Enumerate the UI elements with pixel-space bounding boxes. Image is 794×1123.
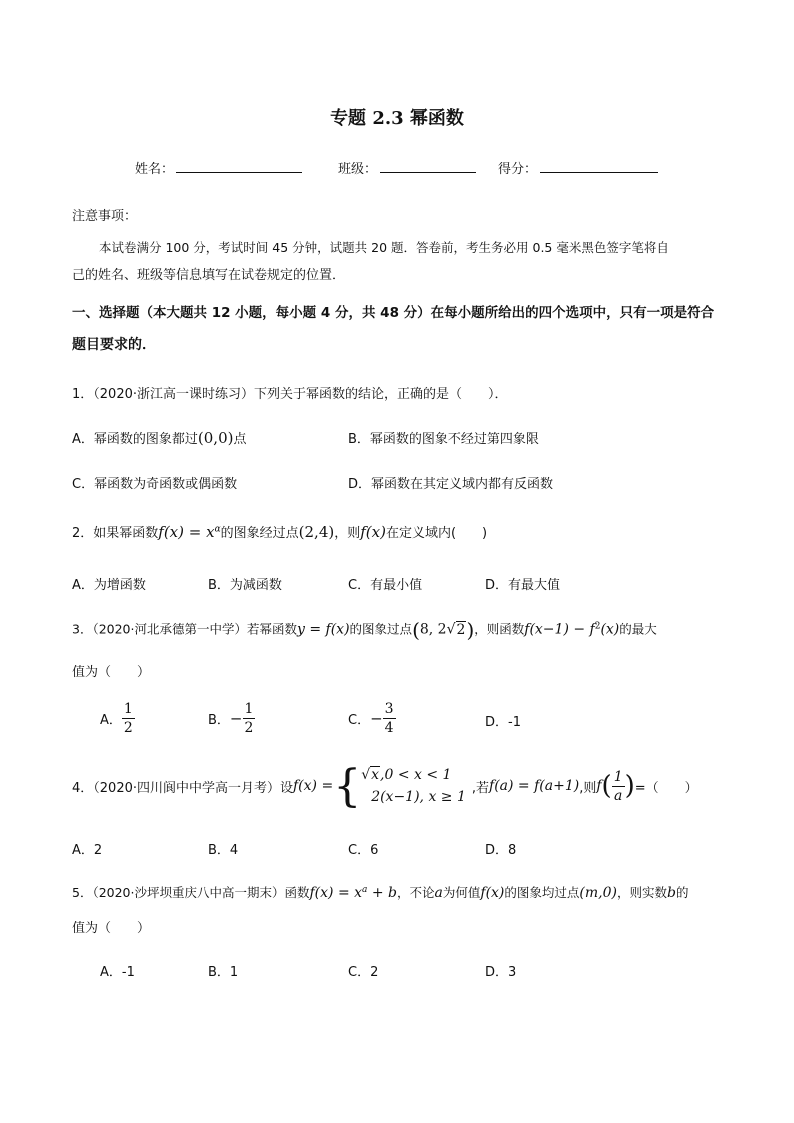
q4-paren-close: ): [624, 771, 635, 801]
q3-sq: 2: [594, 621, 601, 632]
q5-mid4: ，则实数: [616, 885, 667, 900]
q2-mid2: ，则: [334, 526, 361, 541]
q5-func: f(x) = x: [309, 885, 363, 901]
q2-option-a: A．为增函数: [72, 578, 146, 593]
q3-option-a-fraction: [122, 700, 135, 737]
q5-exp: a: [362, 884, 368, 895]
q3-stem-line-2: 值为（ ）: [72, 665, 151, 680]
notes-line-2: 己的姓名、班级等信息填写在试卷规定的位置．: [72, 268, 346, 283]
q5-stem-line-2: 值为（ ）: [72, 921, 151, 936]
q2-point: (2,4): [298, 523, 335, 541]
q1-stem: 1．（2020·浙江高一课时练习）下列关于幂函数的结论，正确的是（ ）．: [72, 387, 508, 402]
q5-stem: [72, 883, 688, 901]
q3-option-c: [348, 700, 396, 737]
q4-f: f: [596, 778, 602, 794]
class-field[interactable]: [380, 158, 476, 173]
fraction-denominator: a: [613, 787, 623, 804]
q5-post: 的: [675, 885, 689, 900]
q5-point: (m,0): [579, 885, 617, 901]
q4-pre: 4．（2020·四川阆中中学高一月考）设: [72, 780, 293, 796]
fraction-denominator: 2: [123, 720, 133, 736]
q2-mid: 的图象经过点: [220, 526, 299, 541]
q4-option-b: B．4: [208, 843, 239, 858]
q5-fx: f(x): [480, 885, 505, 901]
q5-pre: 5．（2020·沙坪坝重庆八中高一期末）函数: [72, 885, 310, 900]
page-title: 专题 2.3 幂函数: [330, 108, 464, 129]
q2-option-d: D．有最大值: [485, 578, 561, 593]
q4-cases: [361, 764, 466, 808]
q5-b: b: [667, 885, 676, 901]
q4-eq: f(a) = f(a+1): [489, 778, 580, 794]
q4-fx: f(x) =: [293, 778, 334, 794]
q2-fx: f(x): [360, 523, 386, 541]
q3-option-d: D．-1: [485, 715, 521, 730]
q1-option-d: D．幂函数在其定义域内都有反函数: [348, 477, 554, 492]
q2-option-c: C．有最小值: [348, 578, 423, 593]
q5-option-a: A．-1: [100, 965, 135, 980]
q5-option-d: D．3: [485, 965, 517, 980]
q4-paren-open: (: [601, 771, 612, 801]
class-label: 班级：: [338, 162, 378, 177]
q5-option-b: B．1: [208, 965, 239, 980]
q4-fraction: [612, 768, 625, 805]
q3-option-b-sign: −: [229, 709, 243, 728]
q3-pre: 3．（2020·河北承德第一中学）若幂函数: [72, 621, 297, 637]
q5-option-c: C．2: [348, 965, 379, 980]
sqrt-icon: √: [446, 621, 456, 638]
q4-case-1: [361, 764, 466, 786]
q4-mid: ,若: [471, 780, 490, 796]
q3-stem: [72, 618, 657, 642]
name-field[interactable]: [176, 158, 302, 173]
sqrt-icon: √: [361, 767, 371, 783]
fraction-denominator: 4: [384, 720, 394, 736]
q1-option-b: B．幂函数的图象不经过第四象限: [348, 432, 539, 447]
q3-option-b: [208, 700, 255, 737]
q3-point: 8, 2: [419, 621, 447, 638]
q3-mid2: ，则函数: [474, 621, 525, 637]
q5-a: a: [434, 885, 443, 901]
q3-option-a: [100, 700, 135, 737]
q3-option-b-fraction: [243, 700, 256, 737]
fraction-numerator: 3: [384, 701, 394, 717]
q1-option-a-post: 点: [233, 432, 247, 447]
q2-pre: 2．如果幂函数: [72, 526, 159, 541]
q1-option-c: C．幂函数为奇函数或偶函数: [72, 477, 238, 492]
q2-func: f(x) = x: [158, 523, 215, 541]
section-heading-line-1: 一、选择题（本大题共 12 小题，每小题 4 分，共 48 分）在每小题所给出的四个选项中，只有一项是符合: [72, 305, 715, 321]
notes-heading: 注意事项：: [72, 209, 138, 224]
score-label: 得分：: [498, 162, 538, 177]
q3-expr2: (x): [600, 621, 620, 638]
q3-post: 的最大: [619, 621, 657, 637]
q3-mid: 的图象过点: [349, 621, 413, 637]
q4-case-2: 2(x−1), x ≥ 1: [371, 789, 466, 805]
brace-icon: {: [333, 760, 362, 812]
q3-expr: f(x−1) − f: [524, 621, 595, 638]
q5-mid: ，不论: [397, 885, 435, 900]
q1-option-a-text: A．幂函数的图象都过: [72, 432, 198, 447]
q2-option-b: B．为减函数: [208, 578, 282, 593]
q4-case-1-condition: ,0 < x < 1: [380, 767, 452, 783]
section-heading-line-2: 题目要求的．: [72, 337, 156, 353]
q4-option-c: C．6: [348, 843, 379, 858]
fraction-numerator: 1: [123, 701, 133, 717]
q2-stem: [72, 522, 487, 541]
q4-option-d: D．8: [485, 843, 517, 858]
q4-stem: [72, 760, 698, 812]
q3-option-c-sign: −: [370, 709, 383, 728]
q3-yfx: y = f(x): [297, 621, 350, 638]
name-label: 姓名：: [135, 162, 175, 177]
q5-mid2: 为何值: [442, 885, 481, 900]
q3-option-c-fraction: [383, 700, 396, 737]
q4-option-a: A．2: [72, 843, 103, 858]
notes-line-1: 本试卷满分 100 分，考试时间 45 分钟，试题共 20 题．答卷前，考生务必用 0.5 毫米黑色签字笔将自: [99, 240, 669, 255]
q3-point-radicand: 2: [456, 621, 466, 638]
q3-option-a-label: A．: [100, 713, 122, 728]
q2-exp: α: [214, 524, 221, 535]
q2-post: 在定义域内( ): [385, 526, 488, 541]
score-field[interactable]: [540, 158, 658, 173]
q1-option-a: [72, 428, 246, 447]
q1-option-a-math: (0,0): [197, 429, 234, 447]
q3-paren-open: (: [412, 618, 420, 642]
fraction-numerator: 1: [613, 768, 623, 785]
q4-post: =（ ）: [634, 780, 698, 796]
q5-mid3: 的图象均过点: [504, 885, 580, 900]
q4-case-1-radicand: x: [371, 767, 380, 783]
q4-mid2: ,则: [579, 780, 597, 796]
q3-option-c-label: C．: [348, 713, 371, 728]
fraction-denominator: 2: [244, 720, 254, 736]
q3-option-b-label: B．: [208, 713, 230, 728]
fraction-numerator: 1: [244, 701, 254, 717]
q3-paren-close: ): [466, 618, 475, 642]
q5-func2: + b: [367, 885, 397, 901]
